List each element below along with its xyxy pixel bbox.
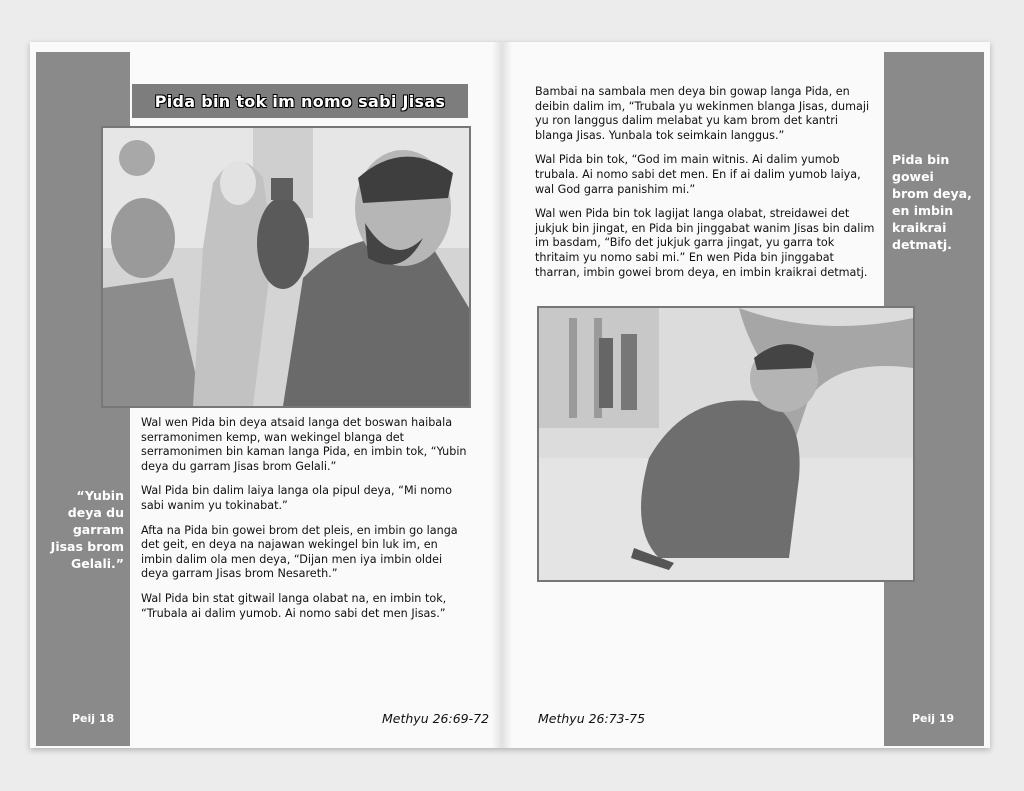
page-title: Pida bin tok im nomo sabi Jisas	[154, 91, 446, 111]
left-page-text	[141, 416, 471, 631]
scripture-reference-right: Methyu 26:73-75	[538, 711, 646, 726]
page-number-left: Peij 18	[72, 712, 115, 725]
pull-quote-line: en imbin	[892, 203, 954, 218]
paragraph: Bambai na sambala men deya bin gowap langa Pida, en deibin dalim im, “Trubala yu wekinmen blanga Jisas, dumaji yu ron langgus dalim melabat yu kam brom det kantri blanga Jisas. Yunbala tok seimkain langgus.”	[535, 85, 870, 142]
page-number-right: Peij 19	[912, 712, 955, 725]
pull-quote-line: detmatj.	[892, 237, 952, 252]
pull-quote-line: kraikrai	[892, 220, 947, 235]
pull-quote-line: deya du	[67, 505, 124, 520]
pull-quote-line: garram	[72, 522, 124, 537]
paragraph: Wal wen Pida bin tok lagijat langa olabat, streidawei det jukjuk bin jingat, en Pida bin jinggabat wanim Jisas bin dalim im basdam, “Bifo det jukjuk garra jingat, yu garra tok thritaim yu nomo sabi mi.” En wen Pida bin jinggabat tharran, imbin gowei brom deya, en imbin kraikrai detmatj.	[535, 207, 875, 279]
illustration-servant-girl-accuses-peter	[101, 126, 471, 408]
pull-quote-line: “Yubin	[76, 488, 124, 503]
book-gutter	[492, 42, 512, 748]
paragraph: Afta na Pida bin gowei brom det pleis, en imbin go langa det geit, en deya na najawan wekingel bin luk im, en imbin dalim ola men deya, “Dijan men iya imbin oldei deya garram Jisas brom Nesareth.”	[141, 523, 458, 581]
paragraph: Wal Pida bin dalim laiya langa ola pipul deya, “Mi nomo sabi wanim yu tokinabat.”	[141, 484, 452, 512]
right-page-text	[535, 85, 875, 290]
left-pull-quote	[40, 487, 124, 572]
pull-quote-line: Jisas brom	[50, 539, 124, 554]
scripture-reference-left: Methyu 26:69-72	[382, 711, 490, 726]
paragraph: Wal Pida bin tok, “God im main witnis. Ai dalim yumob trubala. Ai nomo sabi det men. En if ai dalim yumob laiya, wal God garra panishim mi.”	[535, 153, 861, 196]
paragraph: Wal Pida bin stat gitwail langa olabat na, en imbin tok, “Trubala ai dalim yumob. Ai nomo sabi det men Jisas.”	[141, 591, 447, 620]
pull-quote-line: Gelali.”	[71, 556, 124, 571]
paragraph: Wal wen Pida bin deya atsaid langa det boswan haibala serramonimen kemp, wan wekingel blanga det serramonimen bin kaman langa Pida, en imbin tok, “Yubin deya du garram Jisas brom Gelali.”	[141, 416, 467, 473]
page-title-banner	[132, 84, 468, 118]
pull-quote-line: Pida bin	[892, 152, 950, 167]
right-pull-quote	[892, 151, 982, 253]
pull-quote-line: brom deya,	[892, 186, 972, 201]
illustration-peter-weeping	[537, 306, 915, 582]
pull-quote-line: gowei	[892, 169, 934, 184]
